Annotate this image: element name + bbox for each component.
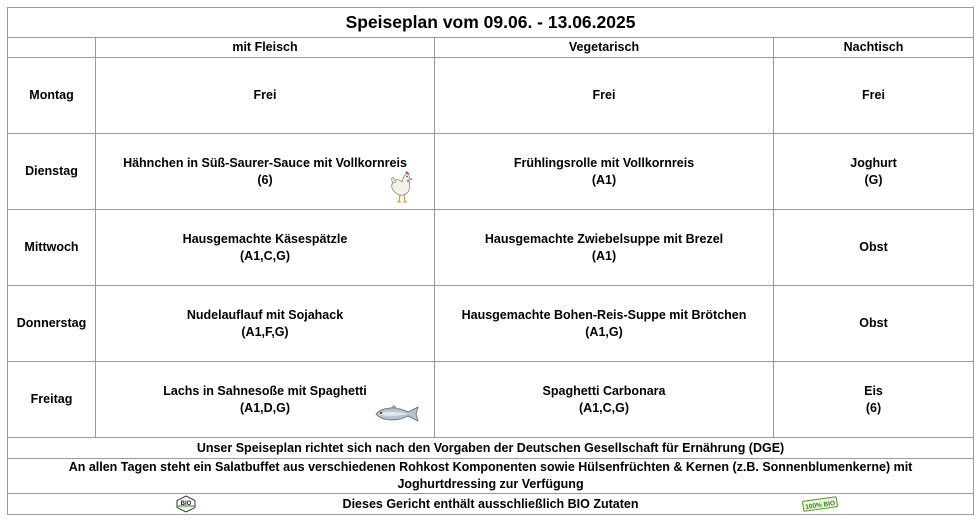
- bio-seal-icon: [176, 495, 196, 513]
- salad-line-1: An allen Tagen steht ein Salatbuffet aus verschiedenen Rohkost Komponenten sowie Hülsenfrüchten & Kernen (z.B. Sonnenblumenkerne) mit: [68, 460, 913, 474]
- dessert-cell: [774, 286, 974, 362]
- meat-cell: [96, 210, 435, 286]
- bio-seal-text: BIO: [180, 501, 192, 507]
- dish-name: Nudelauflauf mit Sojahack: [186, 307, 344, 322]
- day-label: Montag: [8, 58, 96, 134]
- header-dessert: Nachtisch: [774, 38, 974, 58]
- meat-cell: [96, 362, 435, 438]
- day-label: Dienstag: [8, 134, 96, 210]
- header-vegetarian: Vegetarisch: [435, 38, 774, 58]
- dish-name: Eis: [864, 383, 883, 398]
- bio-100-badge-icon: [801, 496, 839, 512]
- allergen-codes: (A1,G): [585, 324, 623, 339]
- allergen-codes: (A1,C,G): [240, 248, 290, 263]
- dish-name: Hausgemachte Zwiebelsuppe mit Brezel: [484, 231, 724, 246]
- veg-cell: [435, 58, 774, 134]
- day-row-dienstag: [8, 134, 974, 210]
- menu-table: [7, 7, 974, 515]
- dish-name: Hausgemachte Käsespätzle: [182, 231, 348, 246]
- dessert-cell: [774, 134, 974, 210]
- dish-name: Obst: [859, 316, 888, 330]
- allergen-codes: (G): [864, 172, 883, 187]
- dish-name: Hausgemachte Bohen-Reis-Suppe mit Brötchen: [461, 307, 747, 322]
- veg-cell: [435, 286, 774, 362]
- salad-buffet-note: [8, 459, 974, 494]
- day-label: Mittwoch: [8, 210, 96, 286]
- dessert-cell: [774, 210, 974, 286]
- day-label: Donnerstag: [8, 286, 96, 362]
- dish-name: Frei: [592, 88, 616, 102]
- meat-cell: [96, 58, 435, 134]
- allergen-codes: (A1,D,G): [240, 400, 290, 415]
- salad-line-2: Joghurtdressing zur Verfügung: [397, 477, 584, 491]
- veg-cell: [435, 210, 774, 286]
- dish-name: Obst: [859, 240, 888, 254]
- allergen-codes: (6): [865, 400, 882, 415]
- allergen-codes: (A1,C,G): [579, 400, 629, 415]
- veg-cell: [435, 134, 774, 210]
- allergen-codes: (A1): [591, 172, 617, 187]
- dish-name: Frei: [862, 88, 885, 102]
- day-row-mittwoch: [8, 210, 974, 286]
- allergen-codes: (A1): [591, 248, 617, 263]
- day-row-montag: [8, 58, 974, 134]
- dish-name: Frühlingsrolle mit Vollkornreis: [513, 155, 695, 170]
- dish-name: Joghurt: [850, 155, 897, 170]
- day-row-donnerstag: [8, 286, 974, 362]
- dessert-cell: [774, 58, 974, 134]
- allergen-codes: (6): [257, 172, 273, 187]
- bio-note: Dieses Gericht enthält ausschließlich BIO Zutaten: [342, 496, 639, 511]
- day-row-freitag: [8, 362, 974, 438]
- dish-name: Spaghetti Carbonara: [542, 383, 666, 398]
- chicken-icon: [388, 170, 418, 206]
- bio-100-text: 100% BIO: [804, 499, 836, 512]
- dish-name: Lachs in Sahnesoße mit Spaghetti: [163, 383, 367, 398]
- header-empty: [8, 38, 96, 58]
- bio-note-cell: [8, 494, 974, 515]
- allergen-codes: (A1,F,G): [241, 324, 289, 339]
- dessert-cell: [774, 362, 974, 438]
- page-title: Speiseplan vom 09.06. - 13.06.2025: [8, 8, 974, 38]
- day-label: Freitag: [8, 362, 96, 438]
- fish-icon: [374, 404, 420, 424]
- dge-note: Unser Speiseplan richtet sich nach den Vorgaben der Deutschen Gesellschaft für Ernährung (DGE): [8, 438, 974, 459]
- dish-name: Frei: [253, 88, 277, 102]
- header-meat: mit Fleisch: [96, 38, 435, 58]
- veg-cell: [435, 362, 774, 438]
- meat-cell: [96, 286, 435, 362]
- dish-name: Hähnchen in Süß-Saurer-Sauce mit Vollkornreis: [123, 155, 407, 170]
- meat-cell: [96, 134, 435, 210]
